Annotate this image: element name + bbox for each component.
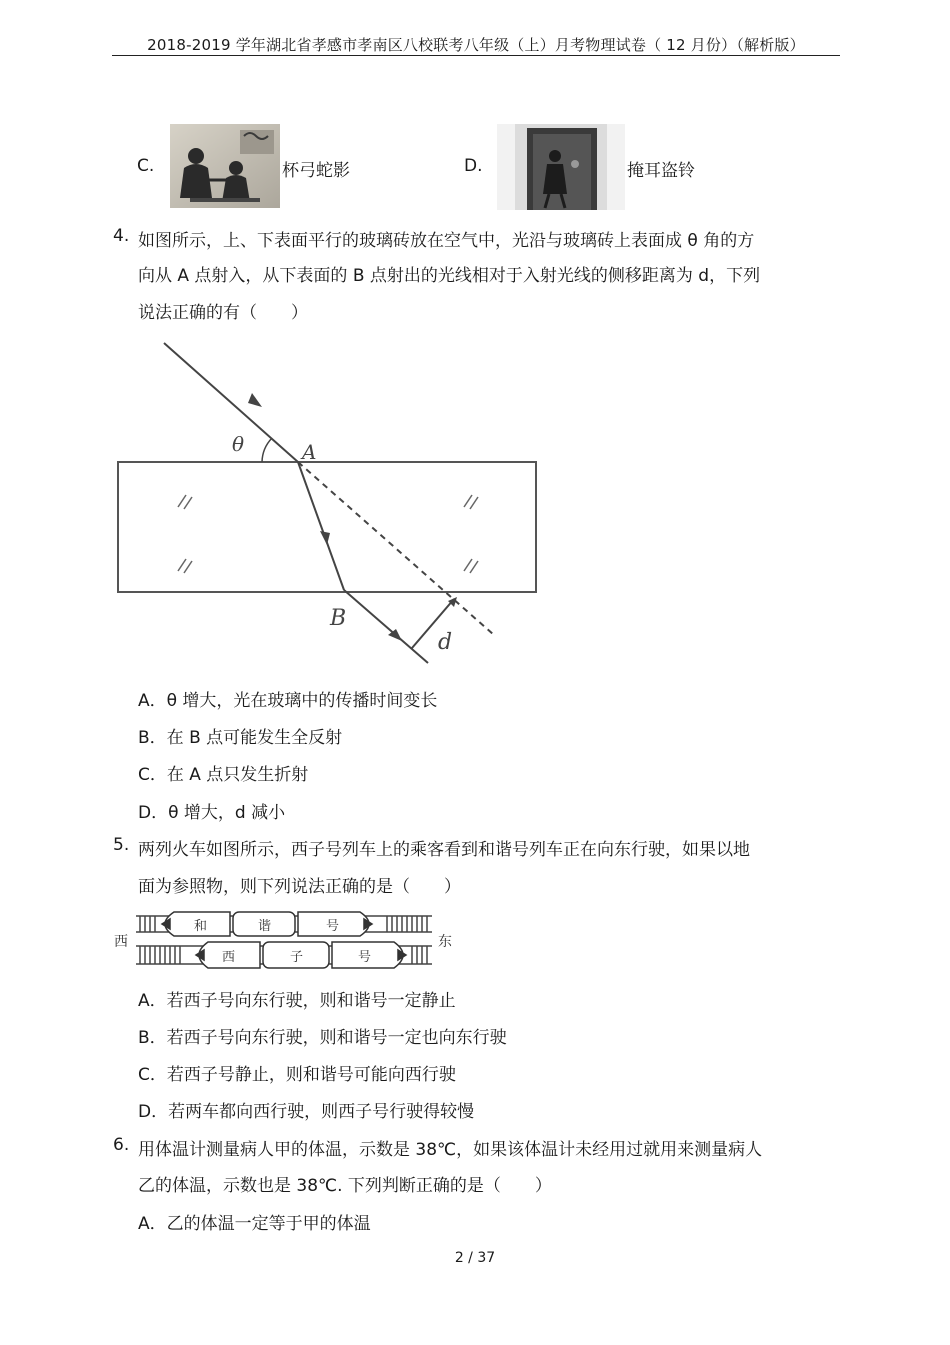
q4-option-a: A．θ 增大，光在玻璃中的传播时间变长 [138, 691, 438, 711]
q4-stem-line-2: 向从 A 点射入，从下表面的 B 点射出的光线相对于入射光线的侧移距离为 d，下列 [138, 266, 761, 286]
incident-ray [164, 343, 298, 462]
refracted-ray-arrow [320, 531, 330, 545]
header-rule [112, 55, 840, 56]
q4-option-b: B．在 B 点可能发生全反射 [138, 728, 343, 748]
q3-option-d-letter: D. [464, 156, 483, 176]
train-hexie-car-3: 号 [326, 919, 340, 934]
q6-stem-line-1: 用体温计测量病人甲的体温，示数是 38℃，如果该体温计未经用过就用来测量病人 [138, 1140, 763, 1160]
q5-stem-line-1: 两列火车如图所示，西子号列车上的乘客看到和谐号列车正在向东行驶，如果以地 [138, 840, 750, 860]
q3-option-c-text: 杯弓蛇影 [282, 161, 350, 181]
train-xizi-car-1: 西 [222, 950, 236, 965]
q4-option-c: C．在 A 点只发生折射 [138, 765, 309, 785]
theta-arc [262, 438, 272, 462]
page-number: 2 / 37 [454, 1250, 496, 1266]
q4-glass-block-figure [112, 335, 540, 670]
q4-number: 4. [113, 226, 130, 246]
q5-trains-figure [112, 908, 457, 970]
q4-stem-line-1: 如图所示，上、下表面平行的玻璃砖放在空气中，光沿与玻璃砖上表面成 θ 角的方 [138, 231, 755, 251]
page-header: 2018-2019 学年湖北省孝感市孝南区八校联考八年级（上）月考物理试卷（ 12 月份）（解析版） [147, 36, 805, 54]
q6-stem-line-2: 乙的体温，示数也是 38℃. 下列判断正确的是（ ） [138, 1176, 552, 1196]
train-xizi-car-2: 子 [290, 950, 304, 965]
q5-number: 5. [113, 835, 130, 855]
label-west: 西 [114, 934, 128, 950]
q5-option-c: C．若西子号静止，则和谐号可能向西行驶 [138, 1065, 456, 1085]
q5-stem-line-2: 面为参照物，则下列说法正确的是（ ） [138, 877, 461, 897]
q6-option-a: A．乙的体温一定等于甲的体温 [138, 1214, 371, 1234]
label-a: A [302, 440, 317, 464]
train-xizi-car-3: 号 [358, 950, 372, 965]
incident-ray-arrow [248, 393, 262, 407]
label-b: B [330, 606, 347, 631]
q6-number: 6. [113, 1135, 130, 1155]
bell-thief-illustration [497, 124, 625, 210]
q4-stem-line-3: 说法正确的有（ ） [138, 303, 308, 323]
q5-option-d: D．若两车都向西行驶，则西子号行驶得较慢 [138, 1102, 475, 1122]
train-hexie-car-2: 谐 [258, 919, 272, 934]
emergent-ray [344, 590, 428, 663]
q5-option-a: A．若西子号向东行驶，则和谐号一定静止 [138, 991, 456, 1011]
q4-option-d: D．θ 增大，d 减小 [138, 803, 286, 823]
extension-dashed-line [298, 462, 494, 635]
q3-option-c-image [170, 124, 280, 208]
cup-bow-snake-illustration [170, 124, 280, 208]
q3-option-d-image [497, 124, 625, 210]
q3-option-d-text: 掩耳盗铃 [627, 161, 695, 181]
refracted-ray [298, 462, 344, 590]
q3-option-c-letter: C. [137, 156, 155, 176]
train-hexie-car-1: 和 [194, 919, 208, 934]
label-theta: θ [232, 432, 245, 456]
q5-option-b: B．若西子号向东行驶，则和谐号一定也向东行驶 [138, 1028, 507, 1048]
label-east: 东 [438, 934, 452, 950]
label-d: d [438, 630, 453, 655]
glass-block [118, 462, 536, 592]
